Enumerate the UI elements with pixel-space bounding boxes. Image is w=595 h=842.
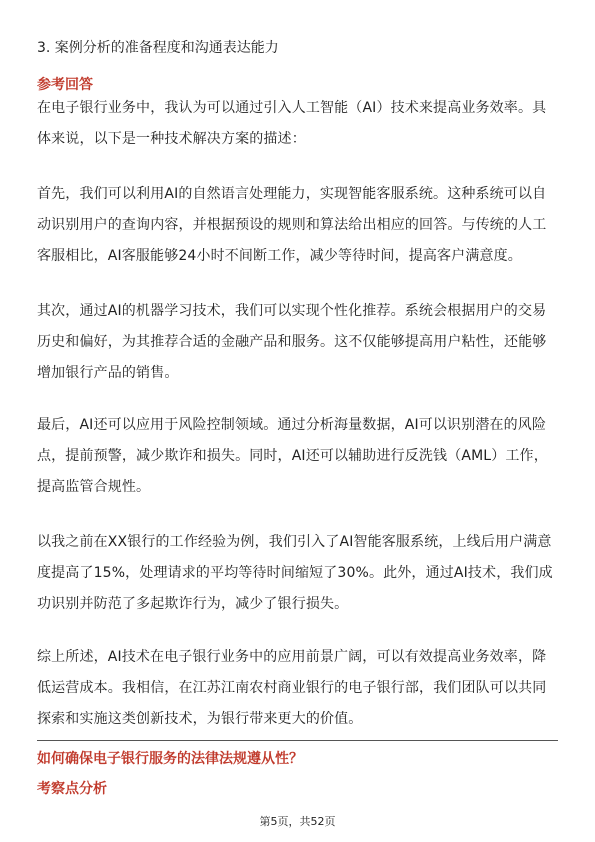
paragraph-line: 最后，AI还可以应用于风险控制领域。通过分析海量数据，AI可以识别潜在的风险 <box>37 417 547 433</box>
section-divider <box>37 740 558 741</box>
answer-paragraph-recommendation <box>37 296 558 389</box>
answer-paragraph-experience <box>37 527 558 620</box>
paragraph-line: 度提高了15%，处理请求的平均等待时间缩短了30%。此外，通过AI技术，我们成 <box>37 565 553 581</box>
next-question-heading: 如何确保电子银行服务的法律法规遵从性？ <box>37 751 303 767</box>
page-number-footer: 第5页，共52页 <box>259 815 336 828</box>
paragraph-line: 在电子银行业务中，我认为可以通过引入人工智能（AI）技术来提高业务效率。具 <box>37 100 547 116</box>
paragraph-line: 其次，通过AI的机器学习技术，我们可以实现个性化推荐。系统会根据用户的交易 <box>37 303 547 319</box>
section-heading: 3. 案例分析的准备程度和沟通表达能力 <box>37 40 279 56</box>
paragraph-line: 点，提前预警，减少欺诈和损失。同时，AI还可以辅助进行反洗钱（AML）工作， <box>37 448 548 464</box>
paragraph-line: 增加银行产品的销售。 <box>37 365 179 381</box>
paragraph-line: 体来说，以下是一种技术解决方案的描述： <box>37 131 306 147</box>
paragraph-line: 客服相比，AI客服能够24小时不间断工作，减少等待时间，提高客户满意度。 <box>37 248 522 264</box>
paragraph-line: 动识别用户的查询内容，并根据预设的规则和算法给出相应的回答。与传统的人工 <box>37 217 547 233</box>
paragraph-line: 功识别并防范了多起欺诈行为，减少了银行损失。 <box>37 596 349 612</box>
answer-paragraph-conclusion <box>37 642 558 735</box>
paragraph-line: 综上所述，AI技术在电子银行业务中的应用前景广阔，可以有效提高业务效率，降 <box>37 649 547 665</box>
paragraph-line: 首先，我们可以利用AI的自然语言处理能力，实现智能客服系统。这种系统可以自 <box>37 186 547 202</box>
paragraph-line: 探索和实施这类创新技术，为银行带来更大的价值。 <box>37 711 363 727</box>
paragraph-line: 以我之前在XX银行的工作经验为例，我们引入了AI智能客服系统，上线后用户满意 <box>37 534 552 550</box>
answer-paragraph-intro <box>37 93 558 155</box>
paragraph-line: 低运营成本。我相信，在江苏江南农村商业银行的电子银行部，我们团队可以共同 <box>37 680 547 696</box>
paragraph-line: 历史和偏好，为其推荐合适的金融产品和服务。这不仅能够提高用户粘性，还能够 <box>37 334 547 350</box>
answer-paragraph-risk-control <box>37 410 558 503</box>
answer-paragraph-chatbot <box>37 179 558 272</box>
paragraph-line: 提高监管合规性。 <box>37 479 151 495</box>
answer-label: 参考回答 <box>37 77 93 93</box>
analysis-label: 考察点分析 <box>37 781 107 797</box>
